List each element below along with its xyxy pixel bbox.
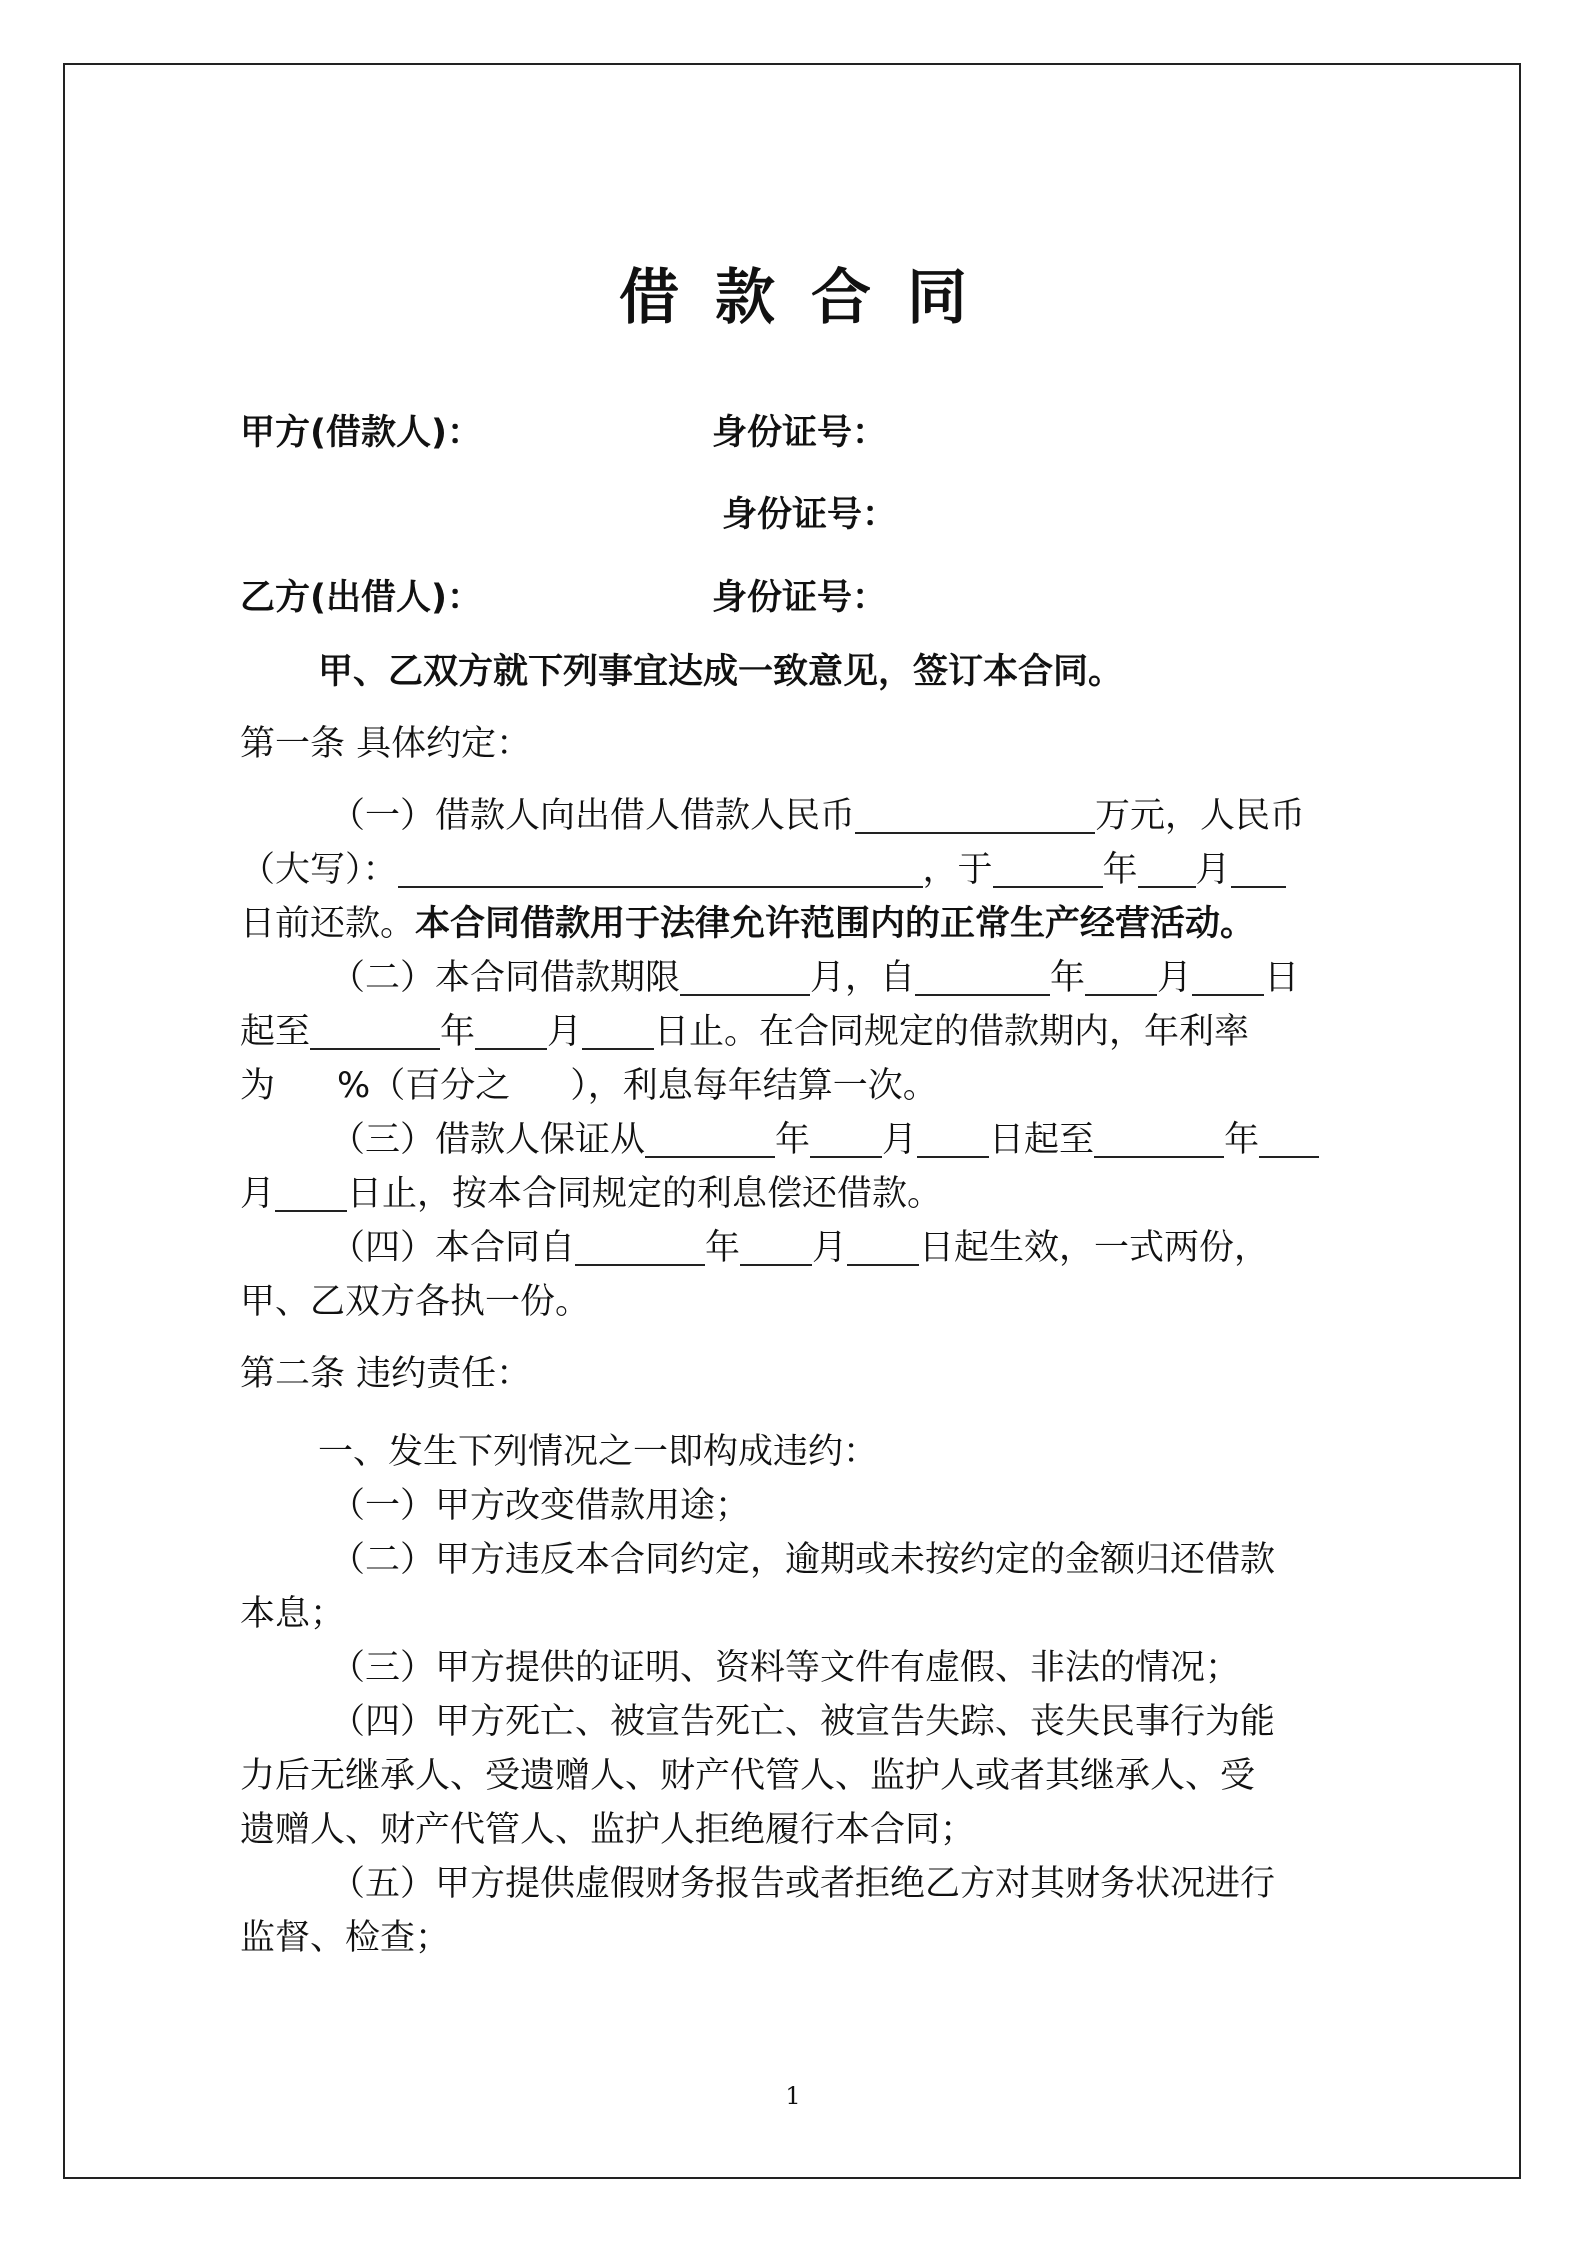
end-month-blank[interactable]	[475, 1011, 547, 1050]
end-day-blank[interactable]	[582, 1011, 654, 1050]
start-year-blank[interactable]	[915, 957, 1050, 996]
breach-item-4: （四）甲方死亡、被宣告死亡、被宣告失踪、丧失民事行为能	[330, 1702, 1276, 1742]
amount-blank[interactable]	[855, 795, 1095, 834]
clause-4-line-2: 甲、乙双方各执一份。	[240, 1282, 591, 1322]
effective-month-blank[interactable]	[740, 1227, 812, 1266]
breach-item-1: （一）甲方改变借款用途；	[330, 1486, 751, 1526]
breach-item-5: （五）甲方提供虚假财务报告或者拒绝乙方对其财务状况进行	[330, 1864, 1276, 1904]
party-a-id-label: 身份证号：	[712, 413, 888, 453]
start-day-blank[interactable]	[1192, 957, 1264, 996]
article1-heading: 第一条 具体约定：	[240, 724, 532, 764]
breach-item-4-cont-1: 力后无继承人、受遗赠人、财产代管人、监护人或者其继承人、受	[240, 1756, 1256, 1796]
breach-item-2-cont: 本息；	[240, 1594, 346, 1634]
effective-day-blank[interactable]	[847, 1227, 919, 1266]
clause-1-line-1: （一）借款人向出借人借款人民币 万元，人民币	[330, 796, 1306, 836]
breach-item-4-cont-2: 遗赠人、财产代管人、监护人拒绝履行本合同；	[240, 1810, 976, 1850]
clause-2-line-1: （二）本合同借款期限 月，自 年 月 日	[330, 958, 1300, 998]
clause-2-line-2: 起至 年 月 日止。在合同规定的借款期内，年利率	[240, 1012, 1250, 1052]
breach-item-2: （二）甲方违反本合同约定，逾期或未按约定的金额归还借款	[330, 1540, 1276, 1580]
amount-words-blank[interactable]	[398, 849, 923, 888]
breach-item-5-cont: 监督、检查；	[240, 1918, 451, 1958]
guarantee-start-day-blank[interactable]	[917, 1119, 989, 1158]
end-year-blank[interactable]	[310, 1011, 440, 1050]
contract-body	[240, 645, 1350, 1965]
guarantee-end-day-blank[interactable]	[275, 1173, 347, 1212]
guarantee-start-month-blank[interactable]	[810, 1119, 882, 1158]
page-number: 1	[785, 2082, 801, 2110]
clause-1-line-2: （大写）： ，于 年 月	[240, 843, 1350, 897]
guarantee-end-month-blank[interactable]	[1259, 1119, 1319, 1158]
clause-2-line-3: 为 %（百分之 ），利息每年结算一次。	[240, 1066, 938, 1106]
document-title: 借款合同	[619, 263, 1003, 333]
party-b-id-label: 身份证号：	[712, 578, 888, 618]
guarantee-end-year-blank[interactable]	[1094, 1119, 1224, 1158]
mid-id-label: 身份证号：	[722, 495, 898, 535]
party-b-label: 乙方(出借人)：	[240, 578, 482, 618]
day-blank[interactable]	[1231, 849, 1286, 888]
breach-intro: 一、发生下列情况之一即构成违约：	[318, 1432, 879, 1472]
start-month-blank[interactable]	[1085, 957, 1157, 996]
month-blank[interactable]	[1138, 849, 1196, 888]
effective-year-blank[interactable]	[575, 1227, 705, 1266]
clause-1-line-3: 日前还款。本合同借款用于法律允许范围内的正常生产经营活动。	[240, 904, 1256, 944]
clause-3-line-2: 月 日止，按本合同规定的利息偿还借款。	[240, 1174, 943, 1214]
breach-item-3: （三）甲方提供的证明、资料等文件有虚假、非法的情况；	[330, 1648, 1241, 1688]
intro-text: 甲、乙双方就下列事宜达成一致意见，签订本合同。	[318, 652, 1124, 692]
guarantee-start-year-blank[interactable]	[645, 1119, 775, 1158]
article2-heading: 第二条 违约责任：	[240, 1354, 532, 1394]
clause-3-line-1: （三）借款人保证从 年 月 日起至 年	[240, 1113, 1350, 1167]
term-months-blank[interactable]	[680, 957, 810, 996]
party-a-label: 甲方(借款人)：	[240, 413, 482, 453]
clause-4-line-1: （四）本合同自 年 月 日起生效，一式两份，	[330, 1228, 1270, 1268]
year-blank[interactable]	[993, 849, 1103, 888]
